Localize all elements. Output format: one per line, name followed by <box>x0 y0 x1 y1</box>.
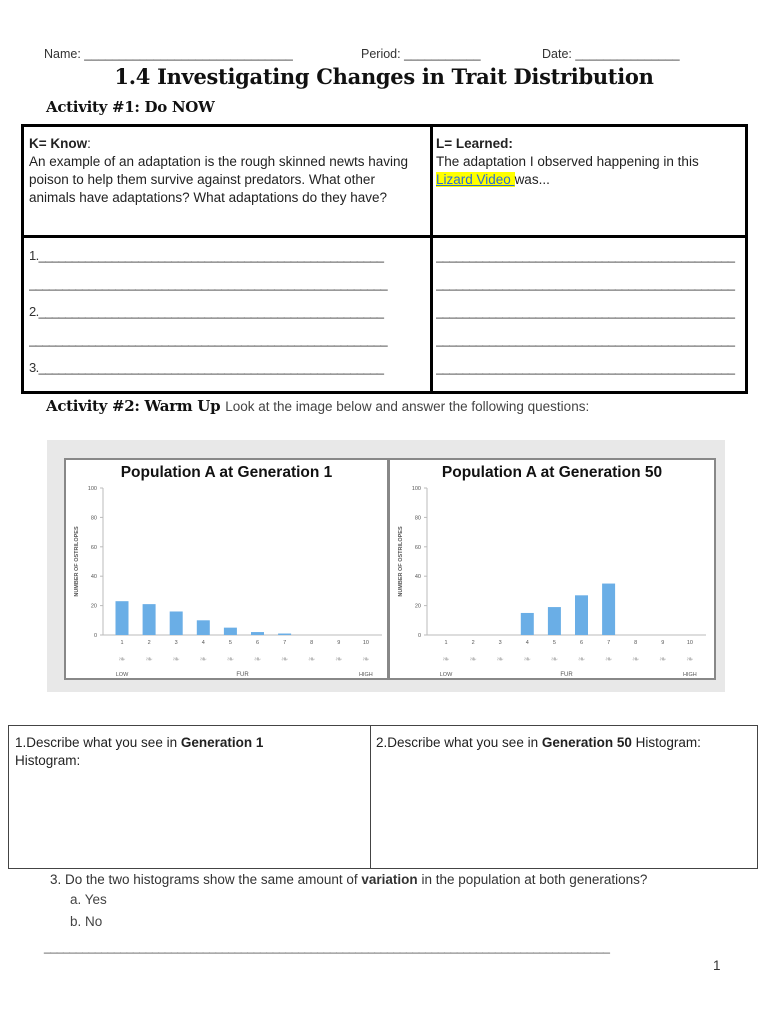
ostrilope-icon: ❧ <box>172 655 180 665</box>
histogram-bar <box>143 604 156 635</box>
x-tick-label: 1 <box>120 640 124 646</box>
y-axis-label: NUMBER OF OSTRILOPES <box>74 526 80 597</box>
y-tick-label: 100 <box>87 486 97 492</box>
x-high-label: HIGH <box>359 672 373 678</box>
answer-line[interactable]: _________________________________________________________________________________________ <box>44 940 610 954</box>
ostrilope-icon: ❧ <box>335 655 343 665</box>
page-number: 1 <box>713 958 721 973</box>
question-2 <box>376 734 756 752</box>
ostrilope-icon: ❧ <box>118 655 126 665</box>
question-1-bold: Generation 1 <box>180 735 264 750</box>
x-tick-label: 1 <box>444 640 448 646</box>
x-tick-label: 8 <box>310 640 314 646</box>
answer-line[interactable]: 2.____________________________________________________ <box>29 304 384 319</box>
x-tick-label: 2 <box>471 640 475 646</box>
ostrilope-icon: ❧ <box>280 655 289 665</box>
y-tick-label: 100 <box>411 486 421 492</box>
y-tick-label: 80 <box>90 515 97 522</box>
name-field-label: Name: ______________________________ <box>44 47 293 61</box>
y-tick-label: 40 <box>90 574 97 581</box>
x-tick-label: 6 <box>579 640 584 646</box>
question-3-text-end: in the population at both generations? <box>417 872 648 887</box>
x-axis-label: FUR <box>560 672 573 678</box>
chart-title: Population A at Generation 1 <box>120 464 333 481</box>
histogram-svg <box>66 460 387 678</box>
x-tick-label: 5 <box>552 640 556 646</box>
ostrilope-icon: ❧ <box>145 655 153 665</box>
activity2-title: Activity #2: Warm Up <box>46 397 221 415</box>
histogram-svg <box>390 460 714 678</box>
ostrilope-icon: ❧ <box>496 655 504 665</box>
question-1 <box>15 734 355 770</box>
histogram-generation-1 <box>64 458 389 680</box>
ostrilope-icon: ❧ <box>362 655 370 665</box>
histogram-bar <box>575 595 588 635</box>
x-tick-label: 9 <box>337 640 341 646</box>
y-axis-label: NUMBER OF OSTRILOPES <box>398 526 404 597</box>
learned-label: L= Learned: <box>436 136 513 151</box>
question-3 <box>50 872 647 887</box>
y-tick-label: 60 <box>414 544 421 551</box>
y-tick-label: 40 <box>414 574 421 581</box>
ostrilope-icon: ❧ <box>253 655 262 665</box>
activity2-heading <box>46 397 589 415</box>
question-1-text-end: Histogram: <box>15 753 81 768</box>
x-tick-label: 8 <box>634 640 638 646</box>
histogram-generation-50 <box>388 458 716 680</box>
question-1-text: 1.Describe what you see in <box>15 735 181 750</box>
question-3-text: 3. Do the two histograms show the same amount of <box>50 872 362 887</box>
ostrilope-icon: ❧ <box>523 655 532 665</box>
x-tick-label: 7 <box>607 640 611 646</box>
x-high-label: HIGH <box>683 672 697 678</box>
answer-line[interactable]: _____________________________________________ <box>436 332 735 347</box>
y-tick-label: 20 <box>90 603 97 610</box>
answer-line[interactable]: 3.____________________________________________________ <box>29 360 384 375</box>
x-low-label: LOW <box>115 672 129 678</box>
kl-table <box>21 124 748 394</box>
ostrilope-icon: ❧ <box>199 655 208 665</box>
x-tick-label: 3 <box>498 640 502 646</box>
learned-text: The adaptation I observed happening in this <box>436 154 699 169</box>
ostrilope-icon: ❧ <box>550 655 559 665</box>
option-no[interactable]: b. No <box>70 914 103 929</box>
answer-area-2[interactable] <box>376 774 751 864</box>
answer-line[interactable]: 1.____________________________________________________ <box>29 248 384 263</box>
ostrilope-icon: ❧ <box>631 655 640 665</box>
know-label: K= Know <box>29 136 88 151</box>
know-colon: : <box>87 136 91 151</box>
question-table <box>8 725 758 869</box>
learned-text-post: was... <box>514 172 550 187</box>
learned-cell <box>436 135 741 189</box>
y-tick-label: 60 <box>90 544 97 551</box>
histogram-bar <box>251 632 264 635</box>
option-yes[interactable]: a. Yes <box>70 892 107 907</box>
date-field-label: Date: _______________ <box>542 47 680 61</box>
x-tick-label: 5 <box>228 640 232 646</box>
activity2-instruction: Look at the image below and answer the following questions: <box>225 399 590 414</box>
y-tick-label: 0 <box>93 633 97 639</box>
x-tick-label: 4 <box>525 640 529 646</box>
x-tick-label: 10 <box>362 640 369 646</box>
x-tick-label: 2 <box>147 640 151 646</box>
histogram-bar <box>116 601 129 635</box>
y-tick-label: 20 <box>414 603 421 610</box>
histogram-bar <box>521 613 534 635</box>
period-field-label: Period: ___________ <box>361 47 481 61</box>
chart-title: Population A at Generation 50 <box>441 464 663 481</box>
ostrilope-icon: ❧ <box>307 655 316 665</box>
x-tick-label: 3 <box>174 640 178 646</box>
question-2-text-end: Histogram: <box>631 735 701 750</box>
ostrilope-icon: ❧ <box>604 655 613 665</box>
histogram-bar <box>170 611 183 635</box>
kl-table-divider <box>430 127 433 391</box>
ostrilope-icon: ❧ <box>469 655 477 665</box>
know-cell <box>29 135 424 207</box>
ostrilope-icon: ❧ <box>442 655 450 665</box>
ostrilope-icon: ❧ <box>577 655 586 665</box>
y-tick-label: 80 <box>414 515 421 522</box>
activity1-heading: Activity #1: Do NOW <box>46 98 215 116</box>
histogram-bar <box>602 584 615 635</box>
ostrilope-icon: ❧ <box>226 655 235 665</box>
ostrilope-icon: ❧ <box>686 655 694 665</box>
x-tick-label: 4 <box>201 640 205 646</box>
x-tick-label: 7 <box>283 640 287 646</box>
question-2-bold: Generation 50 <box>541 735 632 750</box>
answer-line[interactable]: _____________________________________________ <box>436 360 735 375</box>
answer-line[interactable]: ______________________________________________________ <box>29 276 388 291</box>
question-3-bold: variation <box>361 872 418 887</box>
page-title: 1.4 Investigating Changes in Trait Distribution <box>114 64 654 89</box>
histogram-bar <box>278 634 291 635</box>
answer-line[interactable]: _____________________________________________ <box>436 248 735 263</box>
lizard-video-link[interactable]: Lizard Video <box>436 172 515 187</box>
histogram-bar <box>197 620 210 635</box>
question-2-text: 2.Describe what you see in <box>376 735 542 750</box>
y-tick-label: 0 <box>417 633 421 639</box>
x-low-label: LOW <box>439 672 453 678</box>
histogram-bar <box>548 607 561 635</box>
question-table-divider <box>370 726 371 868</box>
know-text: An example of an adaptation is the rough skinned newts having poison to help them survive against predators. What other animals have adaptations? What adaptations do they have? <box>29 154 409 205</box>
x-tick-label: 10 <box>686 640 693 646</box>
x-tick-label: 6 <box>255 640 260 646</box>
histogram-bar <box>224 628 237 635</box>
answer-line[interactable]: _____________________________________________ <box>436 304 735 319</box>
x-tick-label: 9 <box>661 640 665 646</box>
ostrilope-icon: ❧ <box>659 655 667 665</box>
answer-line[interactable]: _____________________________________________ <box>436 276 735 291</box>
answer-line[interactable]: ______________________________________________________ <box>29 332 388 347</box>
x-axis-label: FUR <box>236 672 249 678</box>
answer-area-1[interactable] <box>15 774 365 864</box>
kl-table-row-divider <box>24 235 745 238</box>
